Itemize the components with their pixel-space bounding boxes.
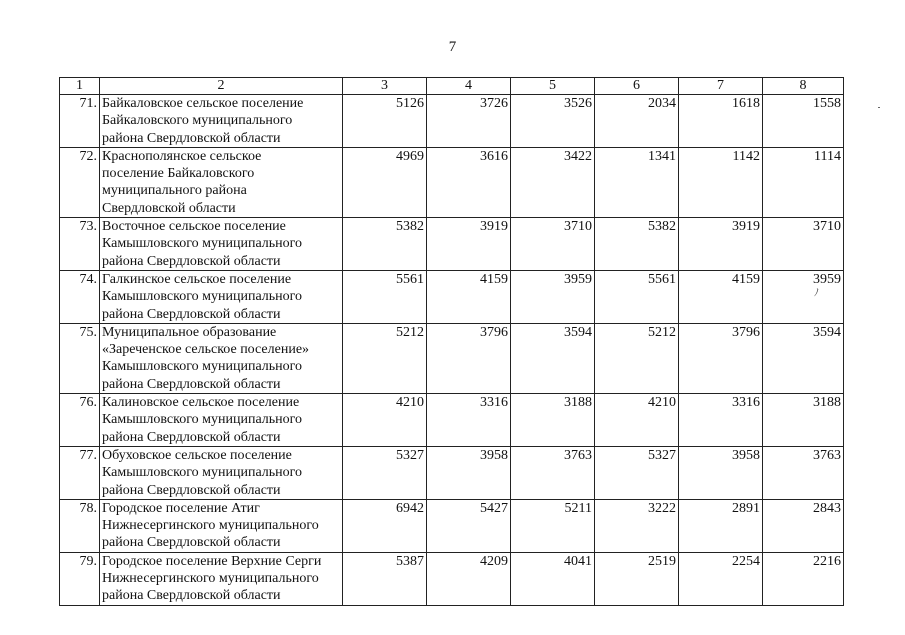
value-cell-col-8: 3959 (763, 270, 844, 323)
municipality-name (100, 394, 343, 447)
row-number: 72. (60, 147, 100, 217)
value-cell-col-4: 4159 (427, 270, 511, 323)
value-cell-col-5: 3422 (511, 147, 595, 217)
column-header: 1 (60, 78, 100, 95)
value-cell-col-4: 5427 (427, 499, 511, 552)
value-cell-col-4: 3919 (427, 218, 511, 271)
value-cell-col-4: 3616 (427, 147, 511, 217)
municipality-name-line: Камышловского муниципального (102, 465, 303, 481)
value-cell-col-3: 5212 (343, 323, 427, 393)
row-number: 73. (60, 218, 100, 271)
municipality-name-line: района Свердловской области (102, 429, 281, 445)
row-number: 79. (60, 552, 100, 605)
municipality-name (100, 147, 343, 217)
value-cell-col-6: 5561 (595, 270, 679, 323)
value-cell-col-5: 5211 (511, 499, 595, 552)
value-cell-col-5: 3594 (511, 323, 595, 393)
municipality-name-line: Городское поселение Верхние Серги (102, 553, 322, 569)
municipality-name-line: района Свердловской области (102, 588, 281, 604)
scan-speck (878, 107, 880, 108)
value-cell-col-7: 1142 (679, 147, 763, 217)
value-cell-col-7: 3316 (679, 394, 763, 447)
value-cell-col-3: 4969 (343, 147, 427, 217)
row-number: 71. (60, 95, 100, 148)
row-number: 77. (60, 446, 100, 499)
municipality-name-line: Городское поселение Атиг (102, 500, 260, 516)
value-cell-col-5: 3710 (511, 218, 595, 271)
value-cell-col-6: 2519 (595, 552, 679, 605)
value-cell-col-6: 2034 (595, 95, 679, 148)
column-header: 7 (679, 78, 763, 95)
municipality-name-line: Камышловского муниципального (102, 236, 303, 252)
data-table (59, 77, 844, 606)
stray-pen-mark: ﾉ (814, 288, 819, 299)
value-cell-col-5: 3188 (511, 394, 595, 447)
value-cell-col-3: 5327 (343, 446, 427, 499)
value-cell-col-7: 3919 (679, 218, 763, 271)
column-header: 2 (100, 78, 343, 95)
value-cell-col-7: 3958 (679, 446, 763, 499)
header-row (60, 78, 844, 95)
value-cell-col-3: 5126 (343, 95, 427, 148)
municipality-name-line: Галкинское сельское поселение (102, 271, 292, 287)
value-cell-col-6: 4210 (595, 394, 679, 447)
value-cell-col-6: 5382 (595, 218, 679, 271)
municipality-name-line: Байкаловское сельское поселение (102, 96, 304, 111)
value-cell-col-4: 3796 (427, 323, 511, 393)
column-header: 8 (763, 78, 844, 95)
value-cell-col-5: 3959 (511, 270, 595, 323)
table-row (60, 147, 844, 217)
column-header: 6 (595, 78, 679, 95)
municipality-name-line: Краснополянское сельское (102, 148, 262, 164)
municipality-name-line: Обуховское сельское поселение (102, 447, 292, 463)
value-cell-col-3: 6942 (343, 499, 427, 552)
value-cell-col-8: 1114 (763, 147, 844, 217)
municipality-name-line: района Свердловской области (102, 253, 281, 269)
table-row (60, 323, 844, 393)
row-number: 74. (60, 270, 100, 323)
row-number: 75. (60, 323, 100, 393)
municipality-name-line: Байкаловского муниципального (102, 113, 293, 129)
table-row (60, 394, 844, 447)
page-number: 7 (448, 39, 457, 55)
value-cell-col-7: 1618 (679, 95, 763, 148)
value-cell-col-4: 3726 (427, 95, 511, 148)
municipality-name-line: Камышловского муниципального (102, 412, 303, 428)
value-cell-col-8: 3710 (763, 218, 844, 271)
municipality-name-line: Калиновское сельское поселение (102, 395, 300, 411)
column-header: 5 (511, 78, 595, 95)
table-row (60, 95, 844, 148)
value-cell-col-5: 3763 (511, 446, 595, 499)
table-row (60, 218, 844, 271)
value-cell-col-8: 3763 (763, 446, 844, 499)
value-cell-col-4: 3316 (427, 394, 511, 447)
value-cell-col-4: 3958 (427, 446, 511, 499)
municipality-name-line: района Свердловской области (102, 535, 281, 551)
value-cell-col-8: 1558 (763, 95, 844, 148)
value-cell-col-7: 2254 (679, 552, 763, 605)
municipality-name-line: поселение Байкаловского (102, 166, 255, 182)
value-cell-col-3: 5387 (343, 552, 427, 605)
municipality-name (100, 552, 343, 605)
municipality-name-line: района Свердловской области (102, 130, 281, 146)
value-cell-col-7: 4159 (679, 270, 763, 323)
value-cell-col-6: 3222 (595, 499, 679, 552)
table-row (60, 270, 844, 323)
value-cell-col-4: 4209 (427, 552, 511, 605)
municipality-name-line: района Свердловской области (102, 482, 281, 498)
table-row (60, 499, 844, 552)
municipality-name-line: района Свердловской области (102, 306, 281, 322)
row-number: 76. (60, 394, 100, 447)
value-cell-col-8: 2843 (763, 499, 844, 552)
municipality-name-line: Нижнесергинского муниципального (102, 518, 319, 534)
value-cell-col-8: 3594 (763, 323, 844, 393)
row-number: 78. (60, 499, 100, 552)
value-cell-col-6: 5212 (595, 323, 679, 393)
value-cell-col-7: 2891 (679, 499, 763, 552)
municipality-name (100, 446, 343, 499)
municipality-name-line: Камышловского муниципального (102, 289, 303, 305)
value-cell-col-3: 4210 (343, 394, 427, 447)
municipality-name (100, 499, 343, 552)
column-header: 3 (343, 78, 427, 95)
table-row (60, 552, 844, 605)
municipality-name-line: района Свердловской области (102, 376, 281, 392)
value-cell-col-7: 3796 (679, 323, 763, 393)
table-row (60, 446, 844, 499)
value-cell-col-5: 3526 (511, 95, 595, 148)
municipality-name (100, 270, 343, 323)
value-cell-col-5: 4041 (511, 552, 595, 605)
value-cell-col-3: 5561 (343, 270, 427, 323)
municipality-name-line: Восточное сельское поселение (102, 219, 286, 235)
value-cell-col-6: 5327 (595, 446, 679, 499)
value-cell-col-6: 1341 (595, 147, 679, 217)
value-cell-col-8: 2216 (763, 552, 844, 605)
municipality-name-line: Муниципальное образование (102, 324, 277, 340)
value-cell-col-8: 3188 (763, 394, 844, 447)
column-header: 4 (427, 78, 511, 95)
municipality-name-line: Свердловской области (102, 200, 236, 216)
table-body (60, 95, 844, 606)
municipality-name-line: муниципального района (102, 183, 247, 199)
municipality-name-line: «Зареченское сельское поселение» (102, 342, 310, 358)
municipality-name-line: Камышловского муниципального (102, 359, 303, 375)
municipality-name-line: Нижнесергинского муниципального (102, 571, 319, 587)
municipality-name (100, 218, 343, 271)
value-cell-col-3: 5382 (343, 218, 427, 271)
municipality-name (100, 95, 343, 148)
municipality-name (100, 323, 343, 393)
